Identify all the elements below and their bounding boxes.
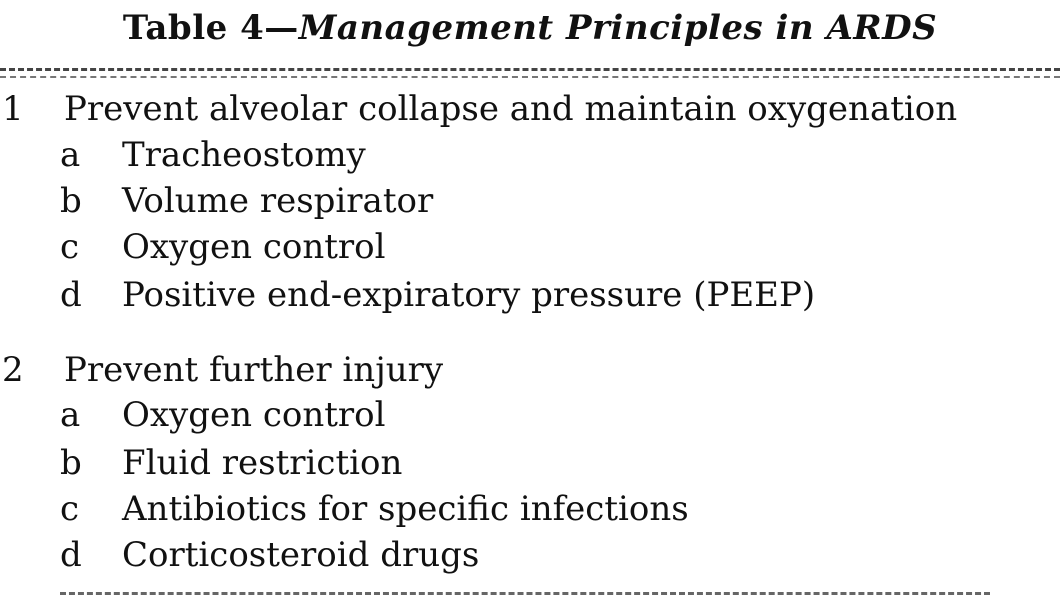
item-text: Corticosteroid drugs <box>122 535 480 575</box>
list-item <box>60 135 366 175</box>
item-letter: b <box>60 443 82 483</box>
item-text: Oxygen control <box>122 227 386 267</box>
item-text: Positive end-expiratory pressure (PEEP) <box>122 275 816 315</box>
list-item <box>60 395 386 435</box>
list-item <box>60 443 402 483</box>
list-item <box>60 275 815 315</box>
item-letter: a <box>60 135 81 175</box>
item-letter: c <box>60 489 80 529</box>
section-number: 2 <box>2 350 24 390</box>
bottom-rule <box>60 592 990 595</box>
item-text: Volume respirator <box>122 181 434 221</box>
item-text: Tracheostomy <box>122 135 366 175</box>
section-heading <box>0 350 443 390</box>
section-number: 1 <box>2 89 24 129</box>
top-rule-secondary <box>0 76 1060 78</box>
top-rule <box>0 68 1060 71</box>
table-title <box>0 8 1060 48</box>
section-heading-text: Prevent alveolar collapse and maintain oxygenation <box>64 89 958 129</box>
item-letter: a <box>60 395 81 435</box>
list-item <box>60 181 433 221</box>
item-text: Fluid restriction <box>122 443 403 483</box>
section-heading <box>0 89 957 129</box>
item-text: Oxygen control <box>122 395 386 435</box>
item-letter: b <box>60 181 82 221</box>
section-heading-text: Prevent further injury <box>64 350 444 390</box>
table-title-caption: Management Principles in ARDS <box>298 8 938 48</box>
item-text: Antibiotics for specific infections <box>122 489 689 529</box>
list-item <box>60 227 386 267</box>
list-item <box>60 489 689 529</box>
item-letter: c <box>60 227 80 267</box>
item-letter: d <box>60 275 82 315</box>
item-letter: d <box>60 535 82 575</box>
list-item <box>60 535 479 575</box>
table-title-number: Table 4— <box>122 8 299 48</box>
